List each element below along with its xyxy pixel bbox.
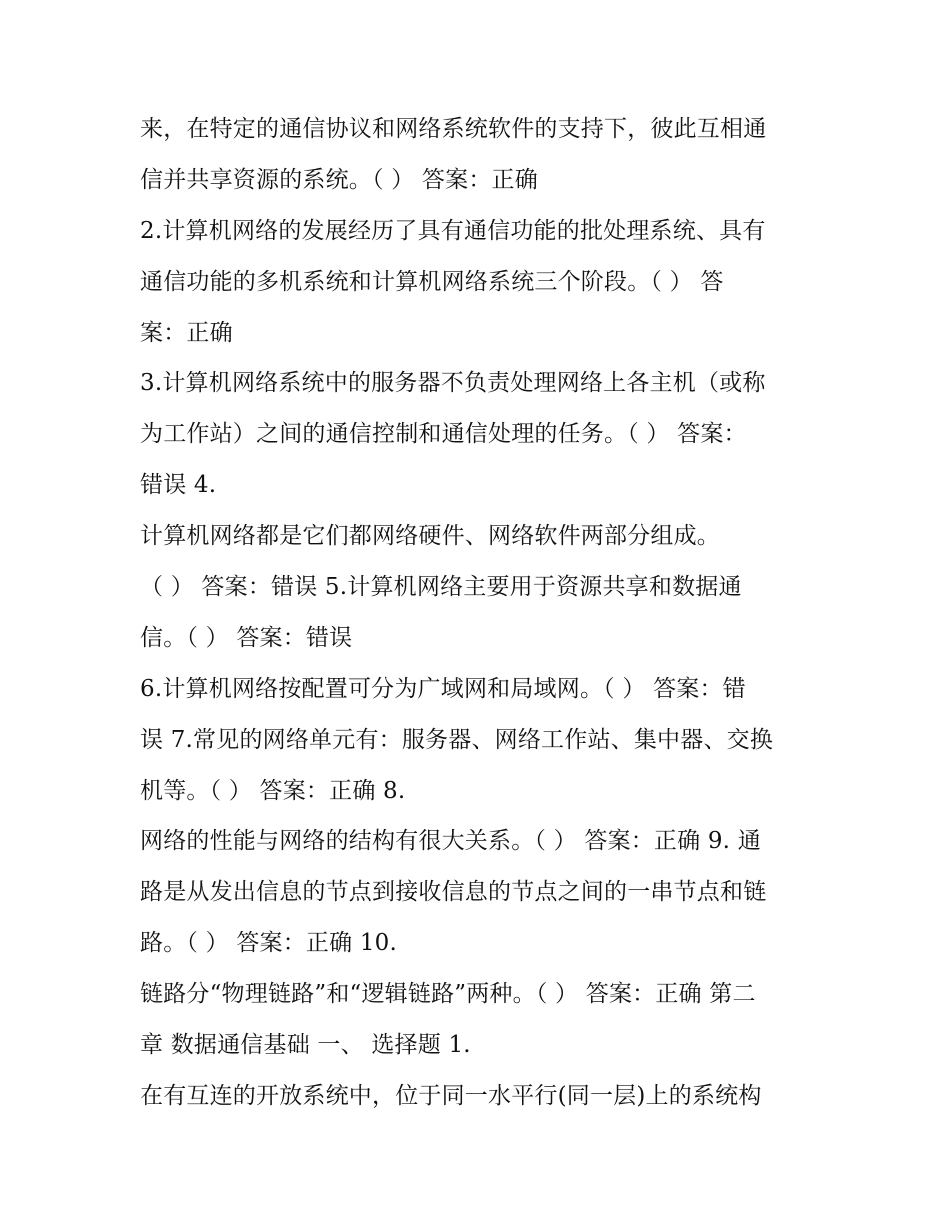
text-line-3: 2.计算机网络的发展经历了具有通信功能的批处理系统、具有 [140, 217, 766, 244]
text-line-16: 路是从发出信息的节点到接收信息的节点之间的一串节点和链 [140, 879, 767, 906]
text-line-14: 机等。（ ） 答案：正确 8. [140, 777, 406, 804]
document-body [140, 104, 820, 1122]
text-line-7: 为工作站）之间的通信控制和通信处理的任务。（ ） 答案： [140, 421, 747, 448]
text-line-8: 错误 4. [140, 472, 217, 499]
text-line-13: 误 7.常见的网络单元有：服务器、网络工作站、集中器、交换 [140, 726, 774, 753]
text-line-12: 6.计算机网络按配置可分为广域网和局域网。（ ） 答案：错 [140, 675, 746, 702]
text-line-4: 通信功能的多机系统和计算机网络系统三个阶段。（ ） 答 [140, 268, 724, 295]
text-line-5: 案：正确 [140, 319, 233, 346]
text-line-11: 信。（ ） 答案：错误 [140, 624, 353, 651]
text-line-17: 路。（ ） 答案：正确 10. [140, 930, 398, 957]
text-line-9: 计算机网络都是它们都网络硬件、网络软件两部分组成。 [140, 523, 720, 550]
text-line-1: 来，在特定的通信协议和网络系统软件的支持下，彼此互相通 [140, 116, 767, 142]
text-line-15: 网络的性能与网络的结构有很大关系。（ ） 答案：正确 9. 通 [140, 828, 761, 855]
text-line-20: 在有互连的开放系统中，位于同一水平行(同一层)上的系统构 [140, 1082, 762, 1109]
text-line-19: 章 数据通信基础 一、 选择题 1. [140, 1032, 471, 1059]
text-line-2: 信并共享资源的系统。（ ） 答案：正确 [140, 166, 538, 193]
text-line-10: （ ） 答案：错误 5.计算机网络主要用于资源共享和数据通 [140, 574, 742, 601]
text-line-18: 链路分“物理链路”和“逻辑链路”两种。（ ） 答案：正确 第二 [140, 981, 756, 1008]
text-line-6: 3.计算机网络系统中的服务器不负责处理网络上各主机（或称 [140, 370, 766, 397]
